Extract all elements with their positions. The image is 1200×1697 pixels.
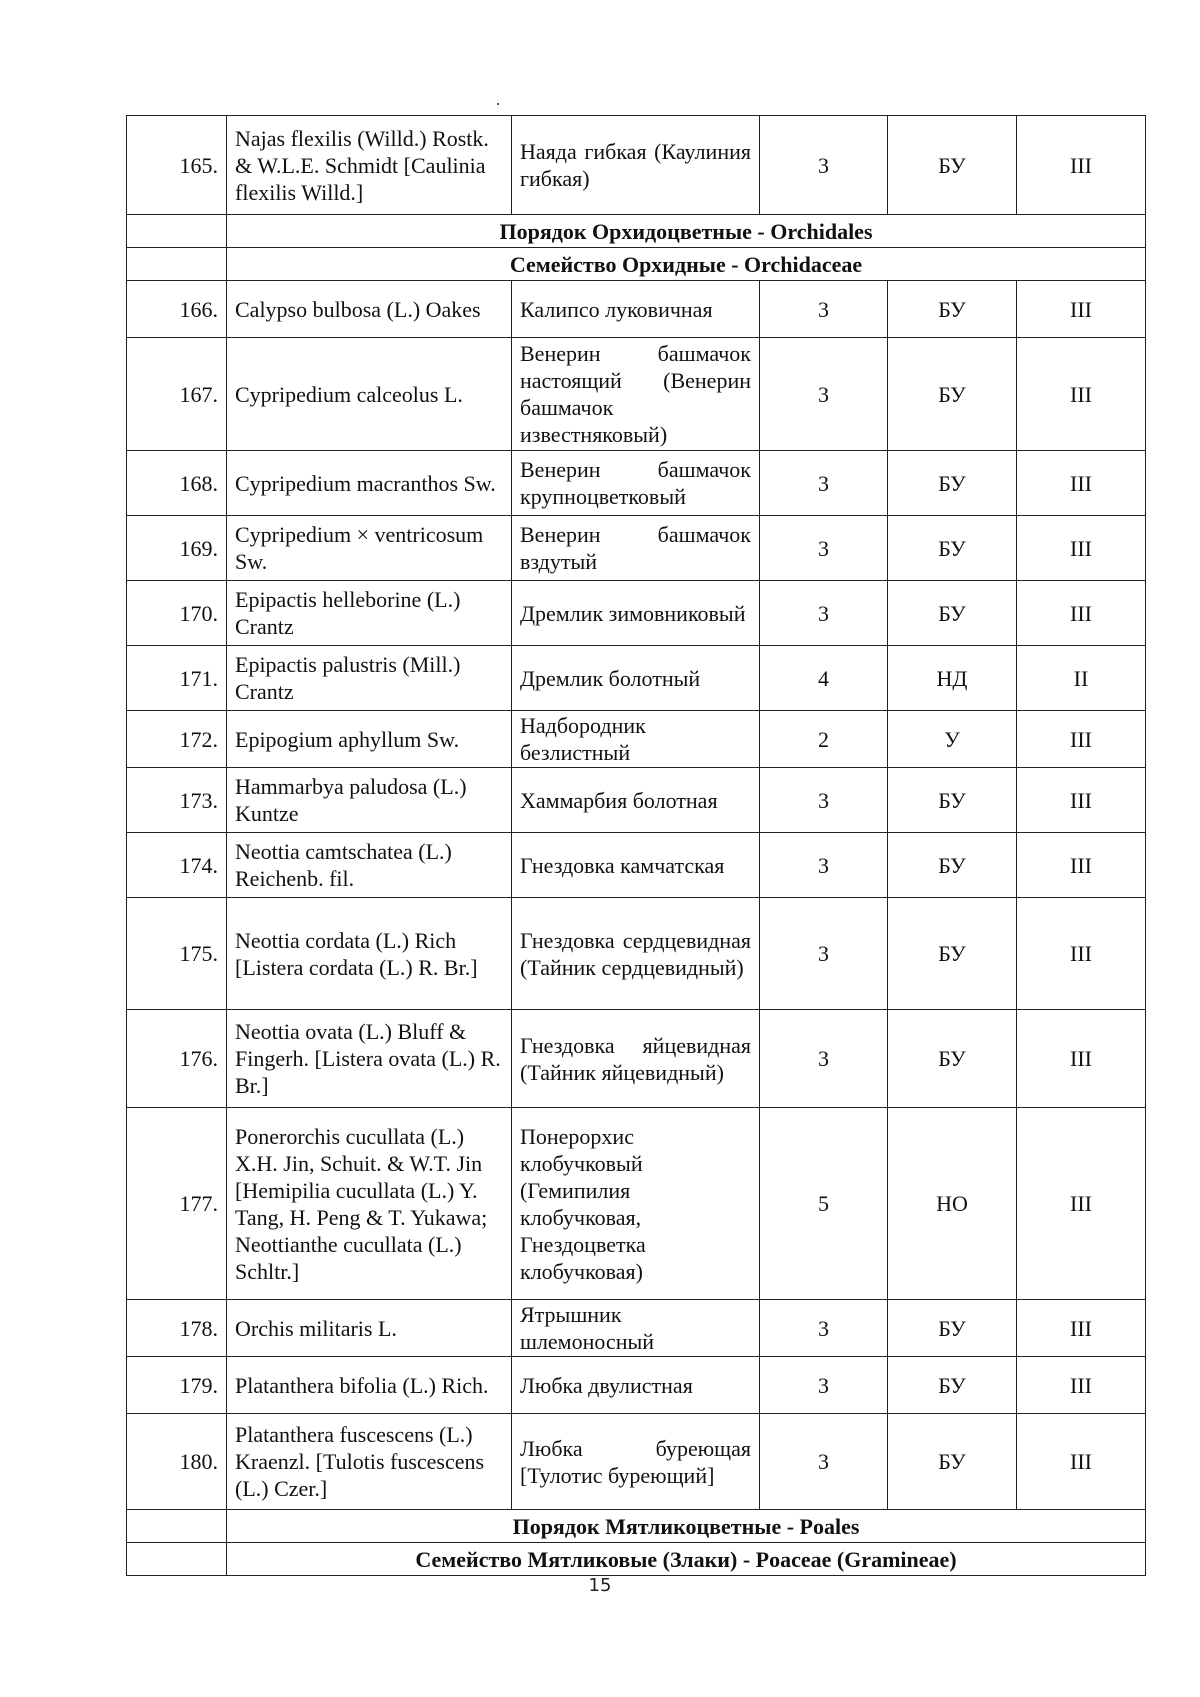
scan-speck (497, 103, 499, 105)
species-status: БУ (888, 768, 1017, 833)
species-latin-name: Cypripedium macranthos Sw. (227, 451, 512, 516)
species-latin-name: Cypripedium × ventricosum Sw. (227, 516, 512, 581)
species-category: 3 (760, 516, 888, 581)
species-russian-name: Дремлик зимовниковый (512, 581, 760, 646)
table-row (127, 898, 1146, 1010)
species-category: 3 (760, 1357, 888, 1414)
species-priority: III (1017, 711, 1146, 768)
species-number: 168. (127, 451, 227, 516)
species-category: 3 (760, 281, 888, 338)
table-row (127, 1010, 1146, 1108)
species-number: 171. (127, 646, 227, 711)
table-row (127, 711, 1146, 768)
species-status: БУ (888, 1357, 1017, 1414)
species-number: 175. (127, 898, 227, 1010)
species-priority: III (1017, 898, 1146, 1010)
species-priority: II (1017, 646, 1146, 711)
species-category: 3 (760, 1414, 888, 1510)
species-category: 3 (760, 116, 888, 215)
species-russian-name: Гнездовка сердцевидная (Тайник сердцевидный) (512, 898, 760, 1010)
species-status: БУ (888, 281, 1017, 338)
species-priority: III (1017, 581, 1146, 646)
header-spacer (127, 215, 227, 248)
page-number: 15 (588, 1575, 612, 1596)
species-status: БУ (888, 898, 1017, 1010)
header-spacer (127, 248, 227, 281)
species-russian-name: Ятрышник шлемоносный (512, 1300, 760, 1357)
species-latin-name: Epipactis palustris (Mill.) Crantz (227, 646, 512, 711)
species-status: У (888, 711, 1017, 768)
table-row (127, 1300, 1146, 1357)
species-russian-name: Любка буреющая [Тулотис буреющий] (512, 1414, 760, 1510)
species-russian-name: Венерин башмачок крупноцветковый (512, 451, 760, 516)
species-status: БУ (888, 833, 1017, 898)
order-header-row (127, 1510, 1146, 1543)
table-row (127, 338, 1146, 451)
table-row (127, 646, 1146, 711)
species-priority: III (1017, 338, 1146, 451)
species-priority: III (1017, 1300, 1146, 1357)
species-latin-name: Ponerorchis cucullata (L.) X.H. Jin, Schuit. & W.T. Jin [Hemipilia cucullata (L.) Y. Tang, H. Peng & T. Yukawa; Neottianthe cucullata (L.) Schltr.] (227, 1108, 512, 1300)
species-category: 4 (760, 646, 888, 711)
species-status: БУ (888, 1300, 1017, 1357)
species-status: БУ (888, 116, 1017, 215)
species-number: 167. (127, 338, 227, 451)
species-russian-name: Венерин башмачок вздутый (512, 516, 760, 581)
species-category: 3 (760, 581, 888, 646)
order-header: Порядок Орхидоцветные - Orchidales (227, 215, 1146, 248)
species-number: 172. (127, 711, 227, 768)
header-spacer (127, 1510, 227, 1543)
species-number: 169. (127, 516, 227, 581)
species-russian-name: Надбородник безлистный (512, 711, 760, 768)
species-category: 2 (760, 711, 888, 768)
species-number: 165. (127, 116, 227, 215)
species-number: 166. (127, 281, 227, 338)
table-row (127, 116, 1146, 215)
table-row (127, 1357, 1146, 1414)
species-status: НО (888, 1108, 1017, 1300)
table-row (127, 581, 1146, 646)
table-row (127, 833, 1146, 898)
species-status: БУ (888, 1010, 1017, 1108)
species-category: 3 (760, 833, 888, 898)
table-row (127, 451, 1146, 516)
species-category: 3 (760, 451, 888, 516)
species-table (126, 115, 1146, 1576)
species-table-body (127, 116, 1146, 1576)
species-status: БУ (888, 338, 1017, 451)
species-russian-name: Калипсо луковичная (512, 281, 760, 338)
species-priority: III (1017, 833, 1146, 898)
species-priority: III (1017, 116, 1146, 215)
species-priority: III (1017, 1414, 1146, 1510)
species-status: БУ (888, 516, 1017, 581)
species-category: 3 (760, 338, 888, 451)
species-latin-name: Calypso bulbosa (L.) Oakes (227, 281, 512, 338)
table-row (127, 1108, 1146, 1300)
species-latin-name: Epipactis helleborine (L.) Crantz (227, 581, 512, 646)
species-russian-name: Наяда гибкая (Каулиния гибкая) (512, 116, 760, 215)
species-priority: III (1017, 1010, 1146, 1108)
species-priority: III (1017, 516, 1146, 581)
species-status: БУ (888, 451, 1017, 516)
species-number: 173. (127, 768, 227, 833)
species-latin-name: Hammarbya paludosa (L.) Kuntze (227, 768, 512, 833)
family-header: Семейство Орхидные - Orchidaceae (227, 248, 1146, 281)
table-row (127, 1414, 1146, 1510)
species-latin-name: Cypripedium calceolus L. (227, 338, 512, 451)
species-status: БУ (888, 581, 1017, 646)
table-row (127, 281, 1146, 338)
species-status: БУ (888, 1414, 1017, 1510)
species-russian-name: Хаммарбия болотная (512, 768, 760, 833)
species-russian-name: Понерорхис клобучковый (Гемипилия клобучковая, Гнездоцветка клобучковая) (512, 1108, 760, 1300)
species-latin-name: Neottia cordata (L.) Rich [Listera cordata (L.) R. Br.] (227, 898, 512, 1010)
species-number: 176. (127, 1010, 227, 1108)
species-number: 178. (127, 1300, 227, 1357)
species-latin-name: Epipogium aphyllum Sw. (227, 711, 512, 768)
species-priority: III (1017, 281, 1146, 338)
species-latin-name: Neottia ovata (L.) Bluff & Fingerh. [Listera ovata (L.) R. Br.] (227, 1010, 512, 1108)
species-russian-name: Гнездовка камчатская (512, 833, 760, 898)
species-category: 3 (760, 898, 888, 1010)
species-number: 170. (127, 581, 227, 646)
family-header-row (127, 1543, 1146, 1576)
order-header: Порядок Мятликоцветные - Poales (227, 1510, 1146, 1543)
species-latin-name: Orchis militaris L. (227, 1300, 512, 1357)
species-latin-name: Neottia camtschatea (L.) Reichenb. fil. (227, 833, 512, 898)
species-russian-name: Гнездовка яйцевидная (Тайник яйцевидный) (512, 1010, 760, 1108)
family-header: Семейство Мятликовые (Злаки) - Poaceae (Gramineae) (227, 1543, 1146, 1576)
species-russian-name: Венерин башмачок настоящий (Венерин башмачок известняковый) (512, 338, 760, 451)
species-number: 174. (127, 833, 227, 898)
family-header-row (127, 248, 1146, 281)
species-priority: III (1017, 768, 1146, 833)
species-status: НД (888, 646, 1017, 711)
species-category: 5 (760, 1108, 888, 1300)
species-latin-name: Platanthera fuscescens (L.) Kraenzl. [Tulotis fuscescens (L.) Czer.] (227, 1414, 512, 1510)
species-latin-name: Platanthera bifolia (L.) Rich. (227, 1357, 512, 1414)
species-priority: III (1017, 1108, 1146, 1300)
species-number: 179. (127, 1357, 227, 1414)
species-russian-name: Любка двулистная (512, 1357, 760, 1414)
table-row (127, 516, 1146, 581)
species-category: 3 (760, 768, 888, 833)
table-row (127, 768, 1146, 833)
species-number: 180. (127, 1414, 227, 1510)
order-header-row (127, 215, 1146, 248)
species-category: 3 (760, 1300, 888, 1357)
species-category: 3 (760, 1010, 888, 1108)
species-latin-name: Najas flexilis (Willd.) Rostk. & W.L.E. Schmidt [Caulinia flexilis Willd.] (227, 116, 512, 215)
header-spacer (127, 1543, 227, 1576)
species-number: 177. (127, 1108, 227, 1300)
species-priority: III (1017, 451, 1146, 516)
species-russian-name: Дремлик болотный (512, 646, 760, 711)
species-priority: III (1017, 1357, 1146, 1414)
